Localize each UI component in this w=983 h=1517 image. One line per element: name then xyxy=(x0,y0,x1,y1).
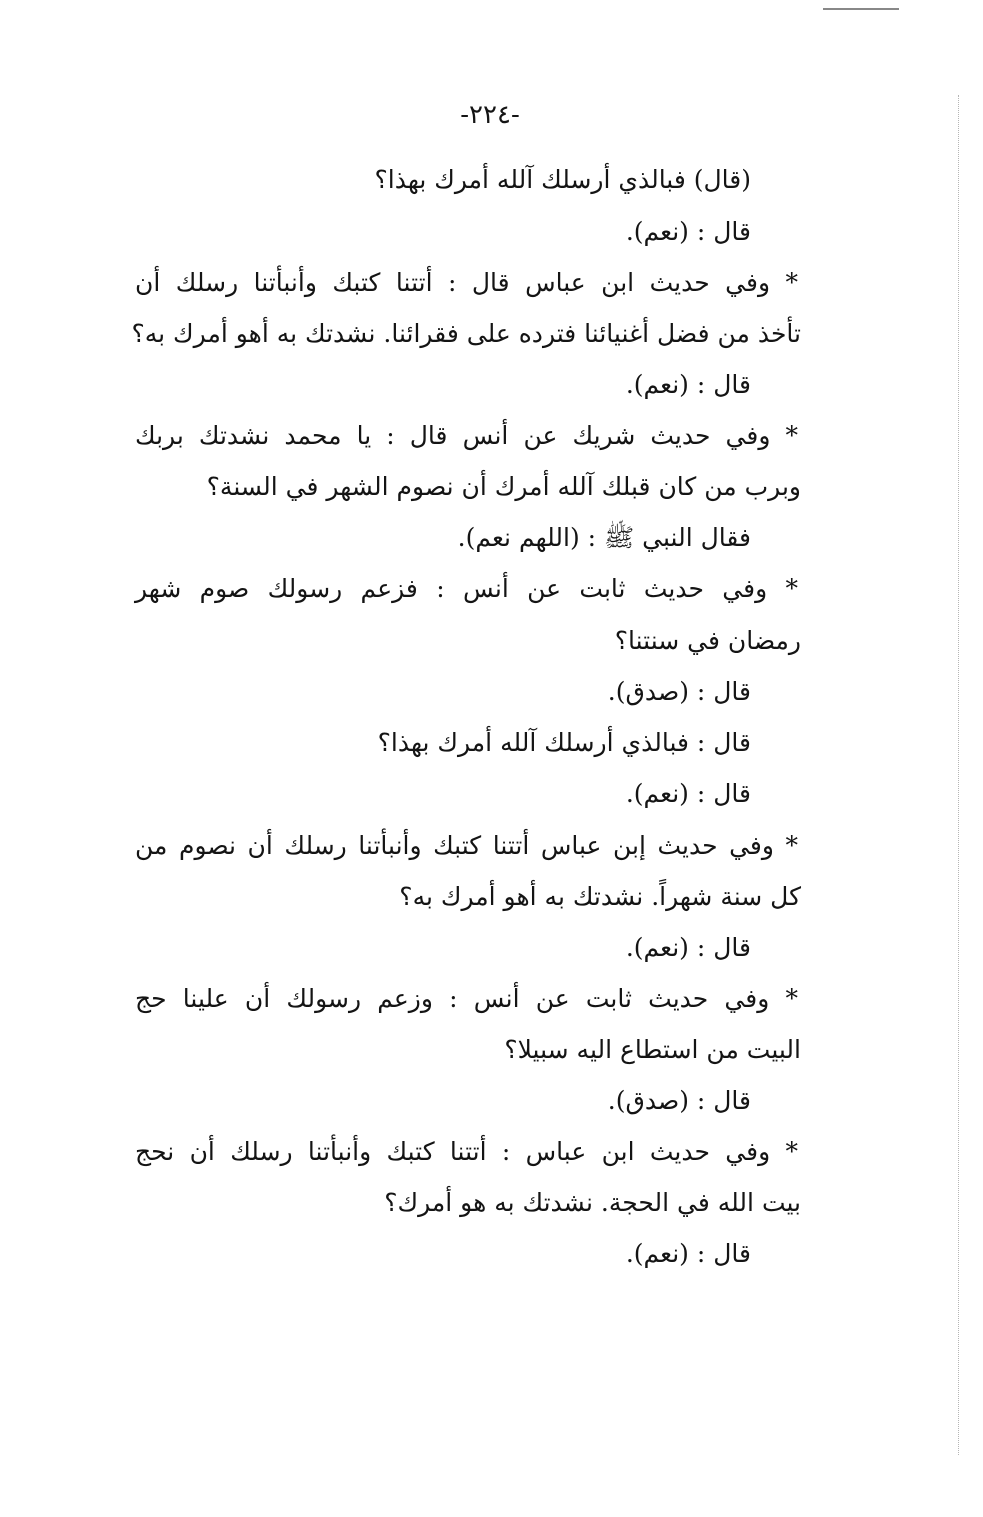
text-line: قال : (نعم). xyxy=(625,779,751,808)
text-line: * وفي حديث ابن عباس قال : أتتنا كتبك وأنبأتنا رسلك أن xyxy=(135,268,798,297)
text-line: * وفي حديث إبن عباس أتتنا كتبك وأنبأتنا رسلك أن نصوم من xyxy=(135,831,798,860)
text-line: فقال النبي ﷺ : (اللهم نعم). xyxy=(457,523,751,552)
text-line: رمضان في سنتنا؟ xyxy=(614,626,801,655)
text-line: * وفي حديث ابن عباس : أتتنا كتبك وأنبأتنا رسلك أن نحج xyxy=(135,1137,798,1166)
text-line: قال : (صدق). xyxy=(607,677,751,706)
text-line: قال : (نعم). xyxy=(625,933,751,962)
text-line: قال : (نعم). xyxy=(625,370,751,399)
text-line: * وفي حديث ثابت عن أنس : وزعم رسولك أن علينا حج xyxy=(135,984,798,1013)
text-line: قال : (صدق). xyxy=(607,1086,751,1115)
text-line: (قال) فبالذي أرسلك آلله أمرك بهذا؟ xyxy=(374,165,751,194)
text-line: كل سنة شهراً. نشدتك به أهو أمرك به؟ xyxy=(399,882,801,911)
scan-mark-top xyxy=(823,8,899,10)
text-line: البيت من استطاع اليه سبيلا؟ xyxy=(504,1035,801,1064)
text-line: وبرب من كان قبلك آلله أمرك أن نصوم الشهر في السنة؟ xyxy=(206,472,801,501)
text-line: * وفي حديث ثابت عن أنس : فزعم رسولك صوم شهر xyxy=(135,574,798,603)
text-line: قال : (نعم). xyxy=(625,1239,751,1268)
scan-edge-dots xyxy=(958,95,959,1455)
text-line: قال : (نعم). xyxy=(625,217,751,246)
text-line: تأخذ من فضل أغنيائنا فترده على فقرائنا. نشدتك به أهو أمرك به؟ xyxy=(131,319,801,348)
page-number: -٢٢٤- xyxy=(460,100,520,130)
text-line: بيت الله في الحجة. نشدتك به هو أمرك؟ xyxy=(384,1188,801,1217)
text-line: * وفي حديث شريك عن أنس قال : يا محمد نشدتك بربك xyxy=(135,421,798,450)
text-line: قال : فبالذي أرسلك آلله أمرك بهذا؟ xyxy=(377,728,751,757)
